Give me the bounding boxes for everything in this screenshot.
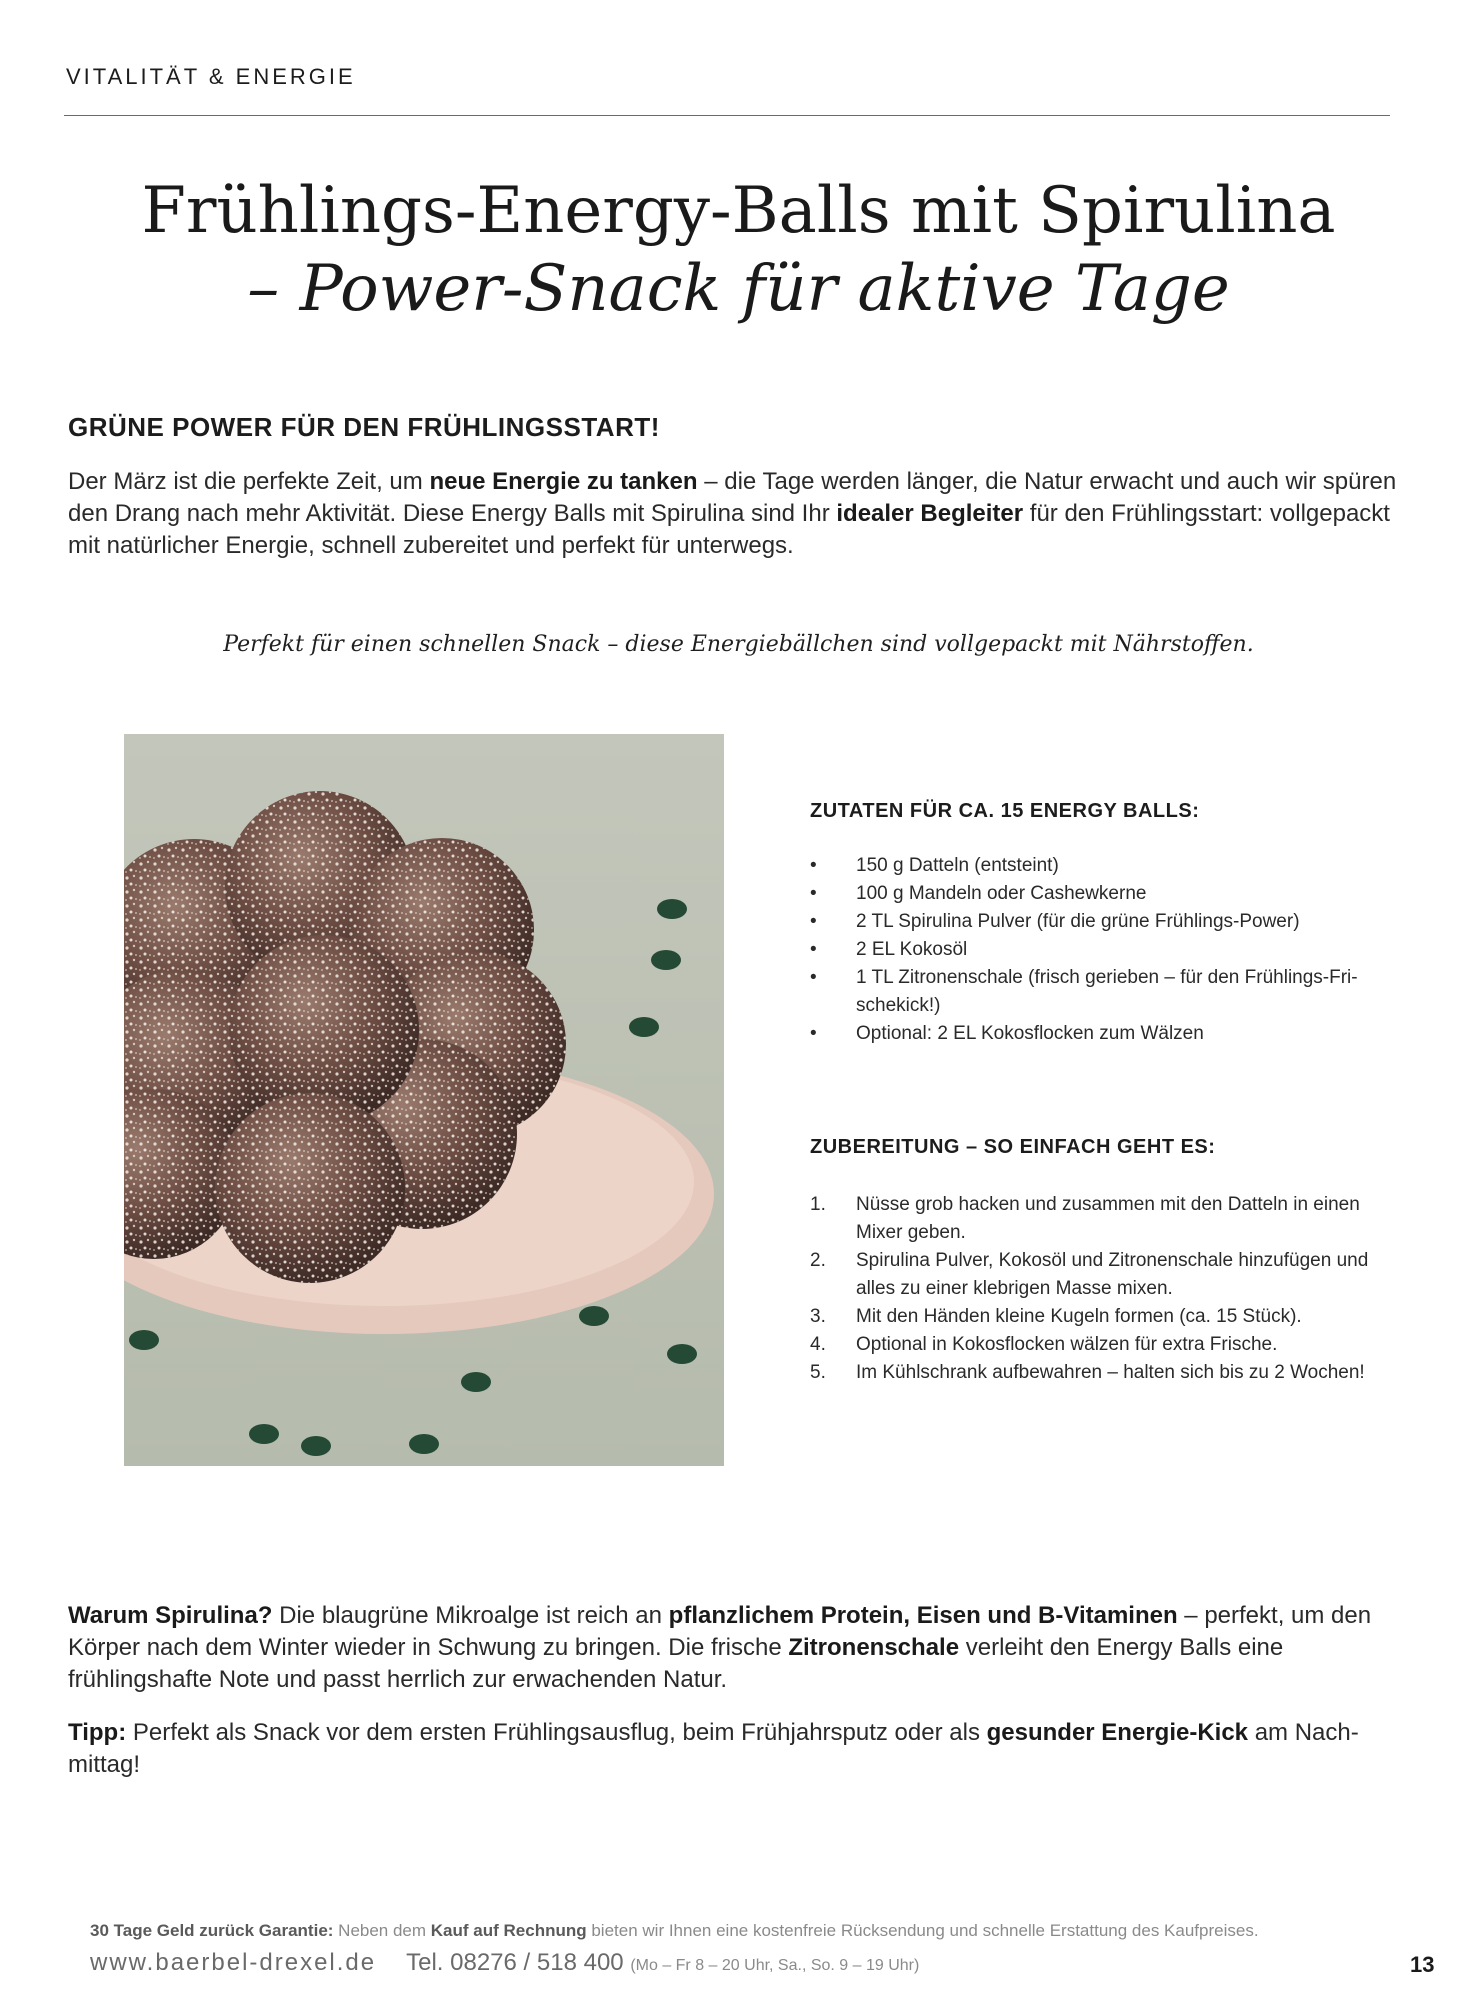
list-item [810, 1359, 1370, 1387]
step-text: Spirulina Pulver, Kokosöl und Zitronenschale hinzufügen und alles zu einer klebrigen Masse mixen. [856, 1250, 1369, 1299]
list-item [810, 1331, 1370, 1359]
bullet: • [810, 1023, 817, 1044]
ingredients-heading: ZUTATEN FÜR CA. 15 ENERGY BALLS: [810, 800, 1200, 822]
bullet: • [810, 939, 817, 960]
intro-heading: GRÜNE POWER FÜR DEN FRÜHLINGSSTART! [68, 412, 660, 442]
preparation-list [810, 1191, 1370, 1387]
intro-bold-1: neue Energie zu tanken [429, 468, 698, 495]
spirulina-bold-1: pflanzlichem Protein, Eisen und B-Vitaminen [668, 1602, 1178, 1629]
tip-bold-1: gesunder Energie-Kick [986, 1719, 1249, 1746]
phone-number[interactable]: Tel. 08276 / 518 400 [406, 1949, 624, 1976]
pull-quote: Perfekt für einen schnellen Snack – diese Energiebällchen sind vollgepackt mit Nährstoffen. [223, 632, 1254, 657]
spirulina-text-1: Die blaugrüne Mikroalge ist reich an [272, 1602, 669, 1629]
bullet: • [810, 855, 817, 876]
website-link[interactable]: www.baerbel-drexel.de [90, 1949, 377, 1976]
step-number: 2. [810, 1250, 826, 1271]
step-text: Nüsse grob hacken und zusammen mit den Datteln in einen Mixer geben. [856, 1194, 1360, 1243]
guarantee-bold: Kauf auf Rechnung [430, 1921, 587, 1940]
ingredient-text: 2 EL Kokosöl [856, 939, 968, 960]
opening-hours: (Mo – Fr 8 – 20 Uhr, Sa., So. 9 – 19 Uhr) [630, 1957, 920, 1974]
list-item [810, 1247, 1370, 1303]
spirulina-text-2: – perfekt, um den Körper nach dem Winter wieder in Schwung zu bringen. Die frische [68, 1602, 1372, 1661]
intro-text-3: für den Frühlingsstart: vollgepackt mit natürlicher Energie, schnell zubereitet und perfekt für unterwegs. [68, 500, 1390, 559]
page-subtitle: – Power-Snack für aktive Tage [247, 252, 1230, 326]
step-number: 1. [810, 1194, 826, 1215]
bullet: • [810, 967, 817, 988]
ingredient-text: 1 TL Zitronenschale (frisch gerieben – für den Frühlings-Frischekick!) [856, 967, 1358, 1016]
list-item [810, 908, 1390, 936]
intro-text-2: – die Tage werden länger, die Natur erwacht und auch wir spüren den Drang nach mehr Aktivität. Diese Energy Balls mit Spirulina sind Ihr [68, 468, 1397, 527]
list-item [810, 1303, 1370, 1331]
header-divider [64, 115, 1390, 116]
tip-text-2: am Nachmittag! [68, 1719, 1359, 1778]
guarantee-label: 30 Tage Geld zurück Garantie: [90, 1921, 334, 1940]
contact-line [90, 1949, 919, 1977]
page-title: Frühlings-Energy-Balls mit Spirulina [141, 174, 1336, 248]
list-item [810, 1191, 1370, 1247]
preparation-heading: ZUBEREITUNG – SO EINFACH GEHT ES: [810, 1136, 1216, 1158]
ingredient-text: 100 g Mandeln oder Cashewkerne [856, 883, 1147, 904]
list-item [810, 936, 1390, 964]
intro-bold-2: idealer Begleiter [836, 500, 1024, 527]
ingredient-text: 150 g Datteln (entsteint) [856, 855, 1059, 876]
list-item [810, 852, 1390, 880]
ingredient-text: 2 TL Spirulina Pulver (für die grüne Frühlings-Power) [856, 911, 1300, 932]
step-text: Mit den Händen kleine Kugeln formen (ca. 15 Stück). [856, 1306, 1302, 1327]
guarantee-text-1: Neben dem [333, 1921, 431, 1940]
spirulina-lead: Warum Spirulina? [68, 1602, 273, 1629]
bullet: • [810, 883, 817, 904]
list-item [810, 880, 1390, 908]
list-item [810, 964, 1390, 1020]
intro-text-1: Der März ist die perfekte Zeit, um [68, 468, 430, 495]
bullet: • [810, 911, 817, 932]
guarantee-text-2: bieten wir Ihnen eine kostenfreie Rücksendung und schnelle Erstattung des Kaufpreises. [586, 1921, 1259, 1940]
page-number: 13 [1410, 1952, 1435, 1977]
spirulina-text-3: verleiht den Energy Balls eine frühlingshafte Note und passt herrlich zur erwachenden Natur. [68, 1634, 1284, 1693]
ingredient-text: Optional: 2 EL Kokosflocken zum Wälzen [856, 1023, 1204, 1044]
step-number: 5. [810, 1362, 826, 1383]
step-number: 4. [810, 1334, 826, 1355]
ingredients-list [810, 852, 1390, 1048]
tip-text-1: Perfekt als Snack vor dem ersten Frühlingsausflug, beim Frühjahrsputz oder als [126, 1719, 987, 1746]
step-number: 3. [810, 1306, 826, 1327]
step-text: Optional in Kokosflocken wälzen für extra Frische. [856, 1334, 1278, 1355]
energy-balls-photo [124, 734, 724, 1466]
spirulina-paragraph [68, 1600, 1398, 1696]
tip-paragraph [68, 1717, 1398, 1781]
spirulina-bold-2: Zitronenschale [788, 1634, 960, 1661]
tip-lead: Tipp: [68, 1719, 127, 1746]
guarantee-note [90, 1921, 1259, 1941]
section-label: VITALITÄT & ENERGIE [66, 64, 356, 89]
list-item [810, 1020, 1390, 1048]
intro-paragraph [68, 466, 1398, 562]
step-text: Im Kühlschrank aufbewahren – halten sich bis zu 2 Wochen! [856, 1362, 1365, 1383]
